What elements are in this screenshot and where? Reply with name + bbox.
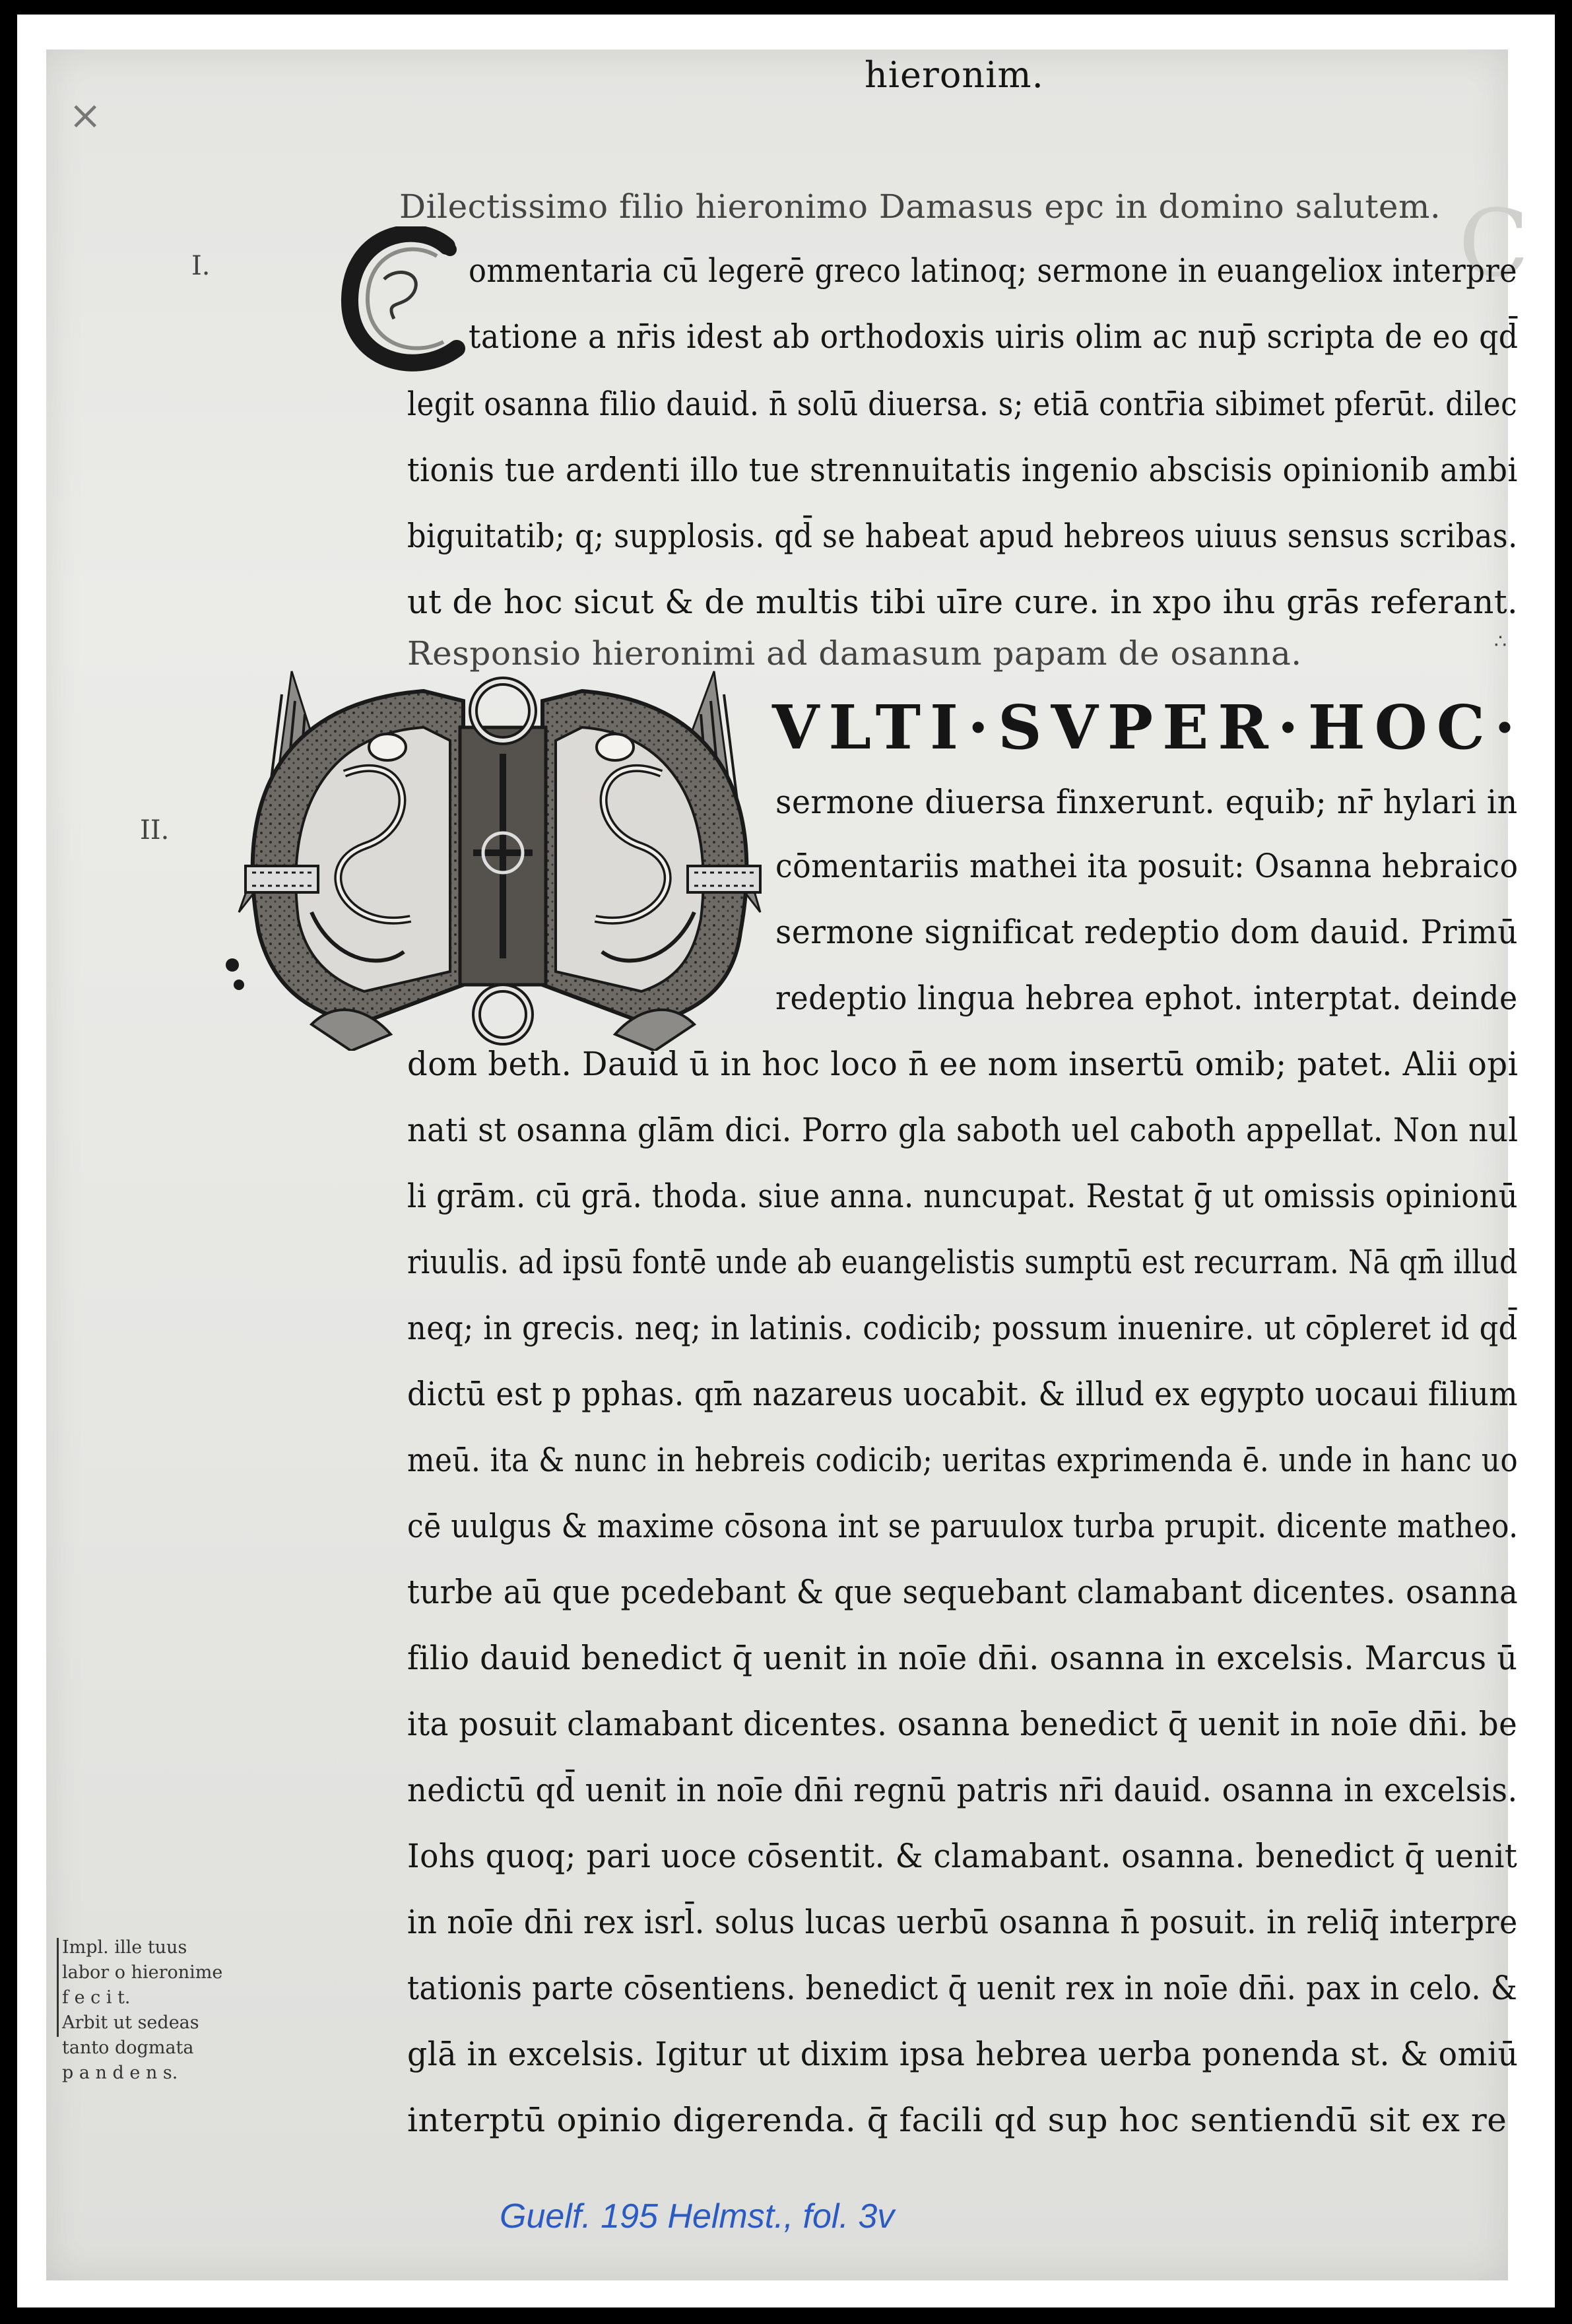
response-line-5: neq; in grecis. neq; in latinis. codicib; possum inuenire. ut cōpleret id qd̄ — [407, 1309, 1518, 1347]
response-line-10: filio dauid benedict q̄ uenit in noīe dn̄i. osanna in excelsis. Marcus ū — [407, 1639, 1518, 1677]
response-line-3: li grām. cū grā. thoda. siue anna. nuncupat. Restat ḡ ut omissis opinionū — [407, 1177, 1519, 1215]
decorated-initial-c — [338, 226, 476, 378]
marginal-line: p a n d e n s. — [62, 2063, 178, 2083]
response-line-2: nati st osanna glām dici. Porro gla saboth uel caboth appellat. Non nul — [407, 1111, 1519, 1149]
response-line-7: meū. ita & nunc in hebreis codicib; ueritas exprimenda ē. unde in hanc uo — [407, 1441, 1519, 1479]
corner-mark: × — [69, 92, 102, 139]
marginal-bracket — [57, 1938, 59, 2037]
letter-line-1: ommentaria cū legerē greco latinoq; sermone in euangeliox interpre — [469, 251, 1518, 290]
response-line-14: in noīe dn̄i rex isrl̄. solus lucas uerbū osanna n̄ posuit. in reliq̄ interpre — [407, 1903, 1518, 1941]
marginal-line: Arbit ut sedeas — [62, 2012, 199, 2033]
response-line-17: interptū opinio digerenda. q̄ facili qd sup hoc sentiendū sit ex re — [407, 2101, 1507, 2139]
response-line-11: ita posuit clamabant dicentes. osanna benedict q̄ uenit in noīe dn̄i. be — [407, 1705, 1518, 1743]
capitals-heading: VLTI·SVPER·HOC· — [772, 692, 1525, 763]
response-line-13: Iohs quoq; pari uoce cōsentit. & clamabant. osanna. benedict q̄ uenit — [407, 1837, 1518, 1875]
section-marker-2: II. — [140, 815, 170, 846]
response-line-9: turbe aū que pcedebant & que sequebant clamabant dicentes. osanna — [407, 1573, 1519, 1611]
response-short-line-3: sermone significat redeptio dom dauid. Primū — [775, 913, 1519, 951]
letter-line-5: biguitatib; q; supplosis. qd̄ se habeat apud hebreos uiuus sensus scribas. — [407, 517, 1518, 555]
response-line-12: nedictū qd̄ uenit in noīe dn̄i regnū patris nr̄i dauid. osanna in excelsis. — [407, 1771, 1518, 1809]
letter-line-2: tatione a nr̄is idest ab orthodoxis uiris olim ac nup̄ scripta de eo qd̄ — [469, 317, 1519, 356]
section-marker-1: I. — [191, 251, 211, 281]
bleed-through-letter: C — [1458, 190, 1530, 298]
response-short-line-4: redeptio lingua hebrea ephot. interptat. deinde — [775, 979, 1518, 1017]
decorated-initial-m — [213, 655, 780, 1053]
response-line-4: riuulis. ad ipsū fontē unde ab euangelistis sumptū est recurram. Nā qm̄ illud — [407, 1243, 1518, 1281]
response-line-1: dom beth. Dauid ū in hoc loco n̄ ee nom insertū omib; patet. Alii opi — [407, 1045, 1519, 1083]
rubric-response: Responsio hieronimi ad damasum papam de osanna. — [407, 634, 1302, 673]
response-short-line-2: cōmentariis mathei ita posuit: Osanna hebraico — [775, 847, 1519, 885]
letter-line-3: legit osanna filio dauid. n̄ solū diuersa. s; etiā contr̄ia sibimet pferūt. dilec — [407, 385, 1518, 423]
marginal-line: f e c i t. — [62, 1987, 131, 2008]
margin-dots: ∴ — [1494, 630, 1507, 653]
letter-line-6: ut de hoc sicut & de multis tibi uīre cure. in xpo ihu grās referant. — [407, 583, 1519, 621]
marginal-line: Impl. ille tuus — [62, 1937, 187, 1958]
marginal-note — [57, 1935, 222, 2086]
response-line-8: cē uulgus & maxime cōsona int se paruulox turba prupit. dicente matheo. — [407, 1507, 1519, 1545]
response-line-6: dictū est p pphas. qm̄ nazareus uocabit. & illud ex egypto uocaui filium — [407, 1375, 1519, 1413]
letter-line-4: tionis tue ardenti illo tue strennuitatis ingenio abscisis opinionib ambi — [407, 451, 1518, 489]
response-line-15: tationis parte cōsentiens. benedict q̄ uenit rex in noīe dn̄i. pax in celo. & — [407, 1969, 1518, 2007]
response-line-16: glā in excelsis. Igitur ut dixim ipsa hebrea uerba ponenda st. & omiū — [407, 2035, 1519, 2073]
response-short-line-1: sermone diuersa finxerunt. equib; nr̄ hylari in — [775, 783, 1518, 821]
shelfmark-annotation: Guelf. 195 Helmst., fol. 3v — [500, 2197, 895, 2236]
marginal-line: tanto dogmata — [62, 2038, 194, 2058]
marginal-line: labor o hieronime — [62, 1962, 223, 1983]
page-headline: hieronim. — [865, 54, 1044, 96]
rubric-intro: Dilectissimo filio hieronimo Damasus epc in domino salutem. — [399, 187, 1441, 226]
